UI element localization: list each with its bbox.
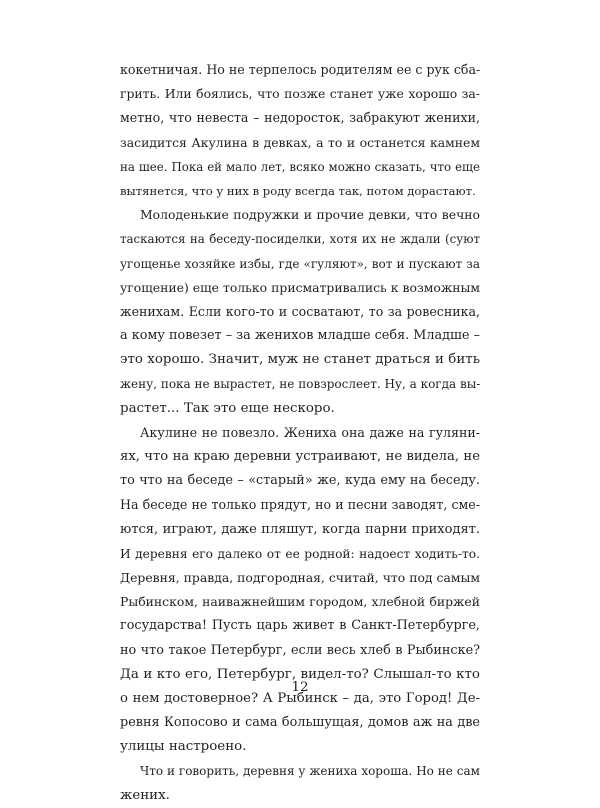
text-line: угощенье хозяйке избы, где «гуляют», вот и пускают за <box>120 256 480 271</box>
text-line: На беседе не только прядут, но и песни заводят, сме- <box>120 497 480 513</box>
text-line: но что такое Петербург, если весь хлеб в Рыбинске? <box>120 642 480 658</box>
text-line: государства! Пусть царь живет в Санкт-Петербурге, <box>120 618 480 634</box>
text-line: а кому повезет – за женихов младше себя. Младше – <box>120 328 480 344</box>
text-line: Рыбинском, наиважнейшим городом, хлебной биржей <box>120 594 480 610</box>
text-line: о нем достоверное? А Рыбинск – да, это Город! Де- <box>120 690 480 706</box>
text-line: Деревня, правда, подгородная, считай, что под самым <box>120 569 480 585</box>
text-line: грить. Или боялись, что позже станет уже хорошо за- <box>120 86 480 102</box>
paragraph <box>120 421 480 760</box>
text-line: женихам. Если кого-то и сосватают, то за ровесника, <box>120 303 480 319</box>
text-line: улицы настроено. <box>120 739 247 755</box>
text-line: то что на беседе – «старый» же, куда ему на беседу. <box>120 473 480 489</box>
page-number: 12 <box>291 680 309 695</box>
paragraph <box>120 58 480 203</box>
text-line: ях, что на краю деревни устраивают, не видела, не <box>120 449 480 464</box>
text-line: засидится Акулина в девках, а то и останется камнем <box>120 134 480 150</box>
text-line: жених. <box>120 787 170 803</box>
text-line: Что и говорить, деревня у жениха хороша. Но не сам <box>140 764 480 779</box>
text-line: И деревня его далеко от ее родной: надоест ходить-то. <box>120 546 480 561</box>
text-line: Акулине не повезло. Жениха она даже на гуляни- <box>140 424 480 440</box>
text-line: кокетничая. Но не терпелось родителям ее с рук сбa- <box>120 62 481 77</box>
text-line: на шее. Пока ей мало лет, всяко можно сказать, что еще <box>120 159 480 174</box>
text-line: растет... Так это еще нескоро. <box>120 400 335 416</box>
text-line: Молоденькие подружки и прочие девки, что вечно <box>140 207 480 223</box>
text-line: метно, что невеста – недоросток, забракуют женихи, <box>120 110 480 126</box>
paragraph <box>120 203 480 421</box>
text-line: таскаются на беседу-посиделки, хотя их не ждали (суют <box>120 232 480 247</box>
text-line: это хорошо. Значит, муж не станет драться и бить <box>120 352 480 368</box>
text-line: жену, пока не вырастет, не повзрослеет. Ну, а когда вы- <box>120 377 481 392</box>
text-line: ревня Копосово и сама большущая, домов аж на две <box>120 715 480 731</box>
text-line: ются, играют, даже пляшут, когда парни приходят. <box>120 521 480 537</box>
text-line: Да и кто его, Петербург, видел-то? Слышал-то кто <box>120 666 480 682</box>
page-text <box>120 58 480 808</box>
text-line: угощение) еще только присматривались к возможным <box>120 279 480 295</box>
text-line: вытянется, что у них в роду всегда так, потом дорастают. <box>120 183 476 198</box>
paragraph <box>120 759 480 807</box>
